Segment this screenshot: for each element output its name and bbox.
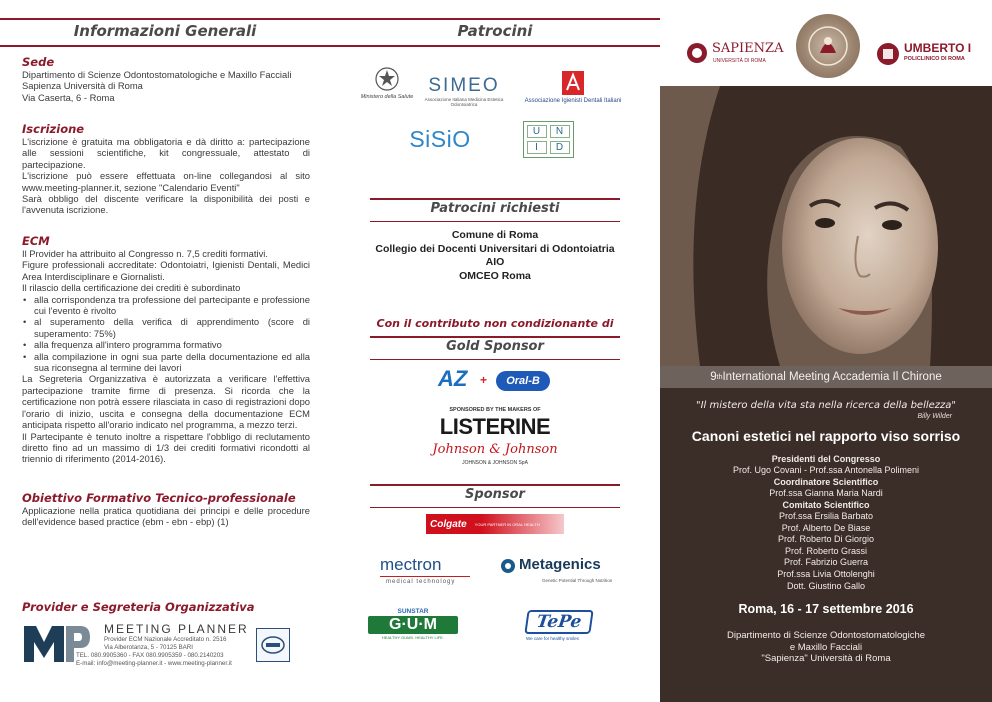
ministero-label: Ministero della Salute	[360, 94, 414, 100]
venue-line: "Sapienza" Università di Roma	[761, 653, 891, 664]
aidi-logo	[510, 64, 636, 110]
sponsor-title: Sponsor	[465, 487, 525, 502]
tepe-logo	[526, 610, 592, 650]
iscrizione-p2: L'iscrizione può essere effettuata on-line collegandosi al sito www.meeting-planner.it, sezione "Calendario Eventi"	[22, 170, 310, 193]
meeting-banner	[660, 366, 992, 388]
unid-letter: D	[550, 141, 570, 154]
header-rule-top	[330, 18, 660, 20]
meeting-num: 9	[710, 371, 717, 383]
comitato-member: Prof. Fabrizio Guerra	[783, 557, 869, 568]
provider-line1: Provider ECM Nazionale Accreditato n. 2516	[104, 636, 227, 643]
right-panel	[660, 0, 992, 702]
sapienza-name: SAPIENZA	[712, 41, 784, 56]
comitato-member: Prof. Roberto Grassi	[784, 545, 868, 556]
ecm-p5: Il Partecipante è tenuto inoltre a rispettare l'obbligo di reclutamento diretto fino ad un massimo di 1/3 dei crediti formativi ricondotti al triennio di riferimento (2014-2016).	[22, 430, 310, 465]
obiettivo-title: Obiettivo Formativo Tecnico-professionale	[22, 491, 296, 505]
colgate-tag: YOUR PARTNER IN ORAL HEALTH	[474, 521, 540, 527]
provider-line4: E-mail: info@meeting-planner.it - www.meeting-planner.it	[76, 660, 232, 667]
event-info-panel	[660, 366, 992, 702]
umberto-crest-icon	[876, 42, 900, 66]
venue-line: e Maxillo Facciali	[789, 641, 863, 653]
ecm-p2: Figure professionali accreditate: Odontoiatri, Igienisti Dentali, Medici Area Interdisciplinare e Giornalisti.	[22, 259, 310, 282]
listerine-logo: LISTERINE	[439, 414, 551, 439]
sede-text	[22, 69, 310, 103]
venue-block	[660, 630, 992, 665]
portrait-image	[660, 86, 992, 366]
gold-rule-bottom	[370, 359, 620, 360]
cert-badge-icon	[261, 635, 285, 655]
simeo-logo	[418, 74, 510, 108]
ecm-bullet: • al superamento della verifica di apprendimento (score di superamento: 75%)	[22, 316, 310, 339]
gold-title: Gold Sponsor	[446, 339, 544, 354]
sisio-logo	[402, 118, 478, 160]
tepe-sub: We care for healthy smiles	[526, 636, 579, 641]
header-rule-top	[0, 18, 330, 20]
metagenics-name: Metagenics	[519, 556, 601, 573]
mectron-divider	[380, 576, 470, 577]
sede-line: Via Caserta, 6 - Roma	[22, 91, 115, 103]
iscrizione-text	[22, 136, 310, 216]
accademia-seal	[796, 14, 860, 78]
provider-brand: MEETING PLANNER	[104, 622, 249, 636]
quote-author: Billy Wilder	[917, 413, 952, 420]
left-panel	[0, 0, 330, 702]
richiesti-item: Comune di Roma	[451, 229, 539, 241]
mectron-name: mectron	[380, 555, 442, 574]
ecm-bullet: • alla compilazione in ogni sua parte della documentazione ed alla sua riconsegna al termine dei lavori	[22, 351, 310, 374]
colgate-text: Colgate	[430, 518, 467, 530]
presidenti-names: Prof. Ugo Covani - Prof.ssa Antonella Polimeni	[732, 465, 920, 475]
left-header: Informazioni Generali	[73, 22, 257, 40]
jj-sub: JOHNSON & JOHNSON SpA	[462, 460, 528, 466]
simeo-name: SIMEO	[428, 75, 500, 96]
portrait-photo	[660, 86, 992, 366]
umberto-logo	[876, 40, 988, 68]
provider-title: Provider e Segreteria Organizzativa	[22, 600, 255, 614]
venue-line: Dipartimento di Scienze Odontostomatologiche	[726, 630, 926, 641]
provider-line3: TEL. 080.9905360 - FAX 080.9905359 - 080.2140203	[76, 652, 224, 659]
provider-line2: Via Alberotanza, 5 - 70125 BARI	[104, 644, 193, 651]
comitato-member: Dott. Giustino Gallo	[786, 580, 866, 591]
richiesti-item: AIO	[485, 256, 505, 268]
ecm-p4: La Segreteria Organizzativa è autorizzata a verificare l'effettiva partecipazione tramite firme di presenza. Si ricorda che la certificazione non potrà essere rilasciata in caso di registrazioni dopo l'orario di inizio, uscita e consegna della documentazione ECM anticipata rispetto all'orario indicato nel programma, a mezzo terzi.	[22, 373, 310, 431]
emblem-icon	[374, 66, 400, 94]
sponsor-rule-bottom	[370, 507, 620, 508]
comitato-member: Prof. Alberto De Biase	[781, 522, 871, 533]
mectron-sub: medical technology	[386, 579, 456, 585]
comitato-label: Comitato Scientifico	[782, 500, 870, 510]
comitato-list	[660, 511, 992, 592]
coordinatore-label: Coordinatore Scientifico	[773, 477, 879, 487]
metagenics-sub: Genetic Potential Through Nutrition	[542, 578, 613, 583]
sapienza-sub: UNIVERSITÀ DI ROMA	[713, 58, 766, 64]
aidi-icon	[561, 70, 585, 96]
meeting-title: International Meeting Accademia Il Chirone	[722, 371, 942, 383]
comitato-member: Prof. Roberto Di Giorgio	[777, 534, 875, 545]
ecm-bullet: • alla frequenza all'intero programma formativo	[22, 339, 310, 350]
richiesti-rule-bottom	[370, 221, 620, 222]
metagenics-icon	[500, 558, 516, 574]
comitato-member: Prof.ssa Livia Ottolenghi	[777, 568, 875, 579]
metagenics-logo	[500, 556, 650, 590]
gum-top: SUNSTAR	[397, 608, 429, 615]
seal-emblem-icon	[807, 25, 849, 67]
sede-title: Sede	[22, 55, 55, 69]
sponsor-rule-top	[370, 484, 620, 486]
ecm-title: ECM	[22, 234, 50, 248]
richiesti-item: Collegio dei Docenti Universitari di Odontoiatria	[375, 242, 615, 255]
jj-logo: Johnson & Johnson	[432, 442, 558, 457]
ecm-p3: Il rilascio della certificazione dei crediti è subordinato	[22, 282, 241, 294]
unid-letter: I	[527, 141, 547, 154]
ecm-text	[22, 248, 310, 465]
tepe-badge	[524, 610, 593, 634]
ministero-logo	[360, 58, 414, 108]
az-logo: AZ	[438, 366, 468, 391]
sede-line: Dipartimento di Scienze Odontostomatologiche e Maxillo Facciali	[22, 69, 292, 80]
ecm-bullet: • alla corrispondenza tra professione del partecipante e professione cui l'evento è rivolto	[22, 294, 310, 317]
certification-badge	[256, 628, 290, 662]
quote-text: "Il mistero della vita sta nella ricerca della bellezza"	[695, 400, 957, 411]
meeting-sup: th	[716, 373, 723, 381]
sapienza-logo	[686, 40, 796, 68]
oralb-logo	[496, 371, 550, 391]
gum-logo	[368, 608, 458, 650]
presidenti-label: Presidenti del Congresso	[771, 454, 881, 464]
gum-name: G·U·M	[389, 616, 437, 633]
oralb-text: Oral-B	[506, 375, 540, 387]
unid-letter: U	[527, 125, 547, 138]
gum-badge	[368, 616, 458, 634]
header-rule-bottom	[330, 45, 660, 47]
iscrizione-p3: Sarà obbligo del discente verificare la disponibilità dei posti e l'avvenuta iscrizione.	[22, 193, 310, 216]
listerine-top: SPONSORED BY THE MAKERS OF	[449, 407, 541, 413]
unid-letter: N	[550, 125, 570, 138]
richiesti-rule-top	[370, 198, 620, 200]
comitato-member: Prof.ssa Ersilia Barbato	[778, 511, 874, 521]
ecm-p1: Il Provider ha attribuito al Congresso n. 7,5 crediti formativi.	[22, 248, 268, 259]
umberto-sub: POLICLINICO DI ROMA	[904, 56, 965, 62]
richiesti-item: OMCEO Roma	[459, 269, 531, 282]
obiettivo-text: Applicazione nella pratica quotidiana dei principi e delle procedure dell'evidence based practice (ebm - ebn - ebp) (1)	[22, 505, 310, 528]
event-title: Canoni estetici nel rapporto viso sorriso	[691, 428, 961, 444]
gum-sub: HEALTHY GUMS. HEALTHY LIFE.	[381, 635, 445, 640]
event-date: Roma, 16 - 17 settembre 2016	[738, 602, 914, 616]
header-rule-bottom	[0, 45, 330, 47]
ecm-bullets	[22, 294, 310, 374]
iscrizione-title: Iscrizione	[22, 122, 85, 136]
sisio-name: SiSiO	[409, 125, 471, 152]
plus-icon: +	[480, 373, 488, 387]
unid-logo	[520, 112, 576, 166]
tepe-name: TePe	[535, 612, 583, 632]
richiesti-title: Patrocini richiesti	[430, 201, 560, 216]
iscrizione-p1: L'iscrizione è gratuita ma obbligatoria e dà diritto a: partecipazione alle sessioni scientifiche, kit congressuale, attestato di partecipazione.	[22, 136, 310, 170]
sede-line: Sapienza Università di Roma	[22, 80, 143, 92]
mectron-logo	[370, 555, 480, 593]
richiesti-list	[330, 229, 660, 283]
middle-panel	[330, 0, 660, 702]
contributo-label: Con il contributo non condizionante di	[376, 317, 614, 330]
aidi-label: Associazione Igienisti Dentali Italiani	[524, 98, 622, 104]
middle-header: Patrocini	[457, 22, 533, 40]
gold-rule-top	[370, 336, 620, 338]
simeo-sub: Associazione Italiana Medicina Estetica Odontoiatrica	[424, 97, 504, 107]
unid-grid	[523, 121, 574, 158]
coordinatore-name: Prof.ssa Gianna Maria Nardi	[769, 488, 883, 498]
colgate-logo	[426, 514, 564, 534]
sapienza-crest-icon	[686, 40, 708, 66]
umberto-name: UMBERTO I	[904, 41, 972, 55]
